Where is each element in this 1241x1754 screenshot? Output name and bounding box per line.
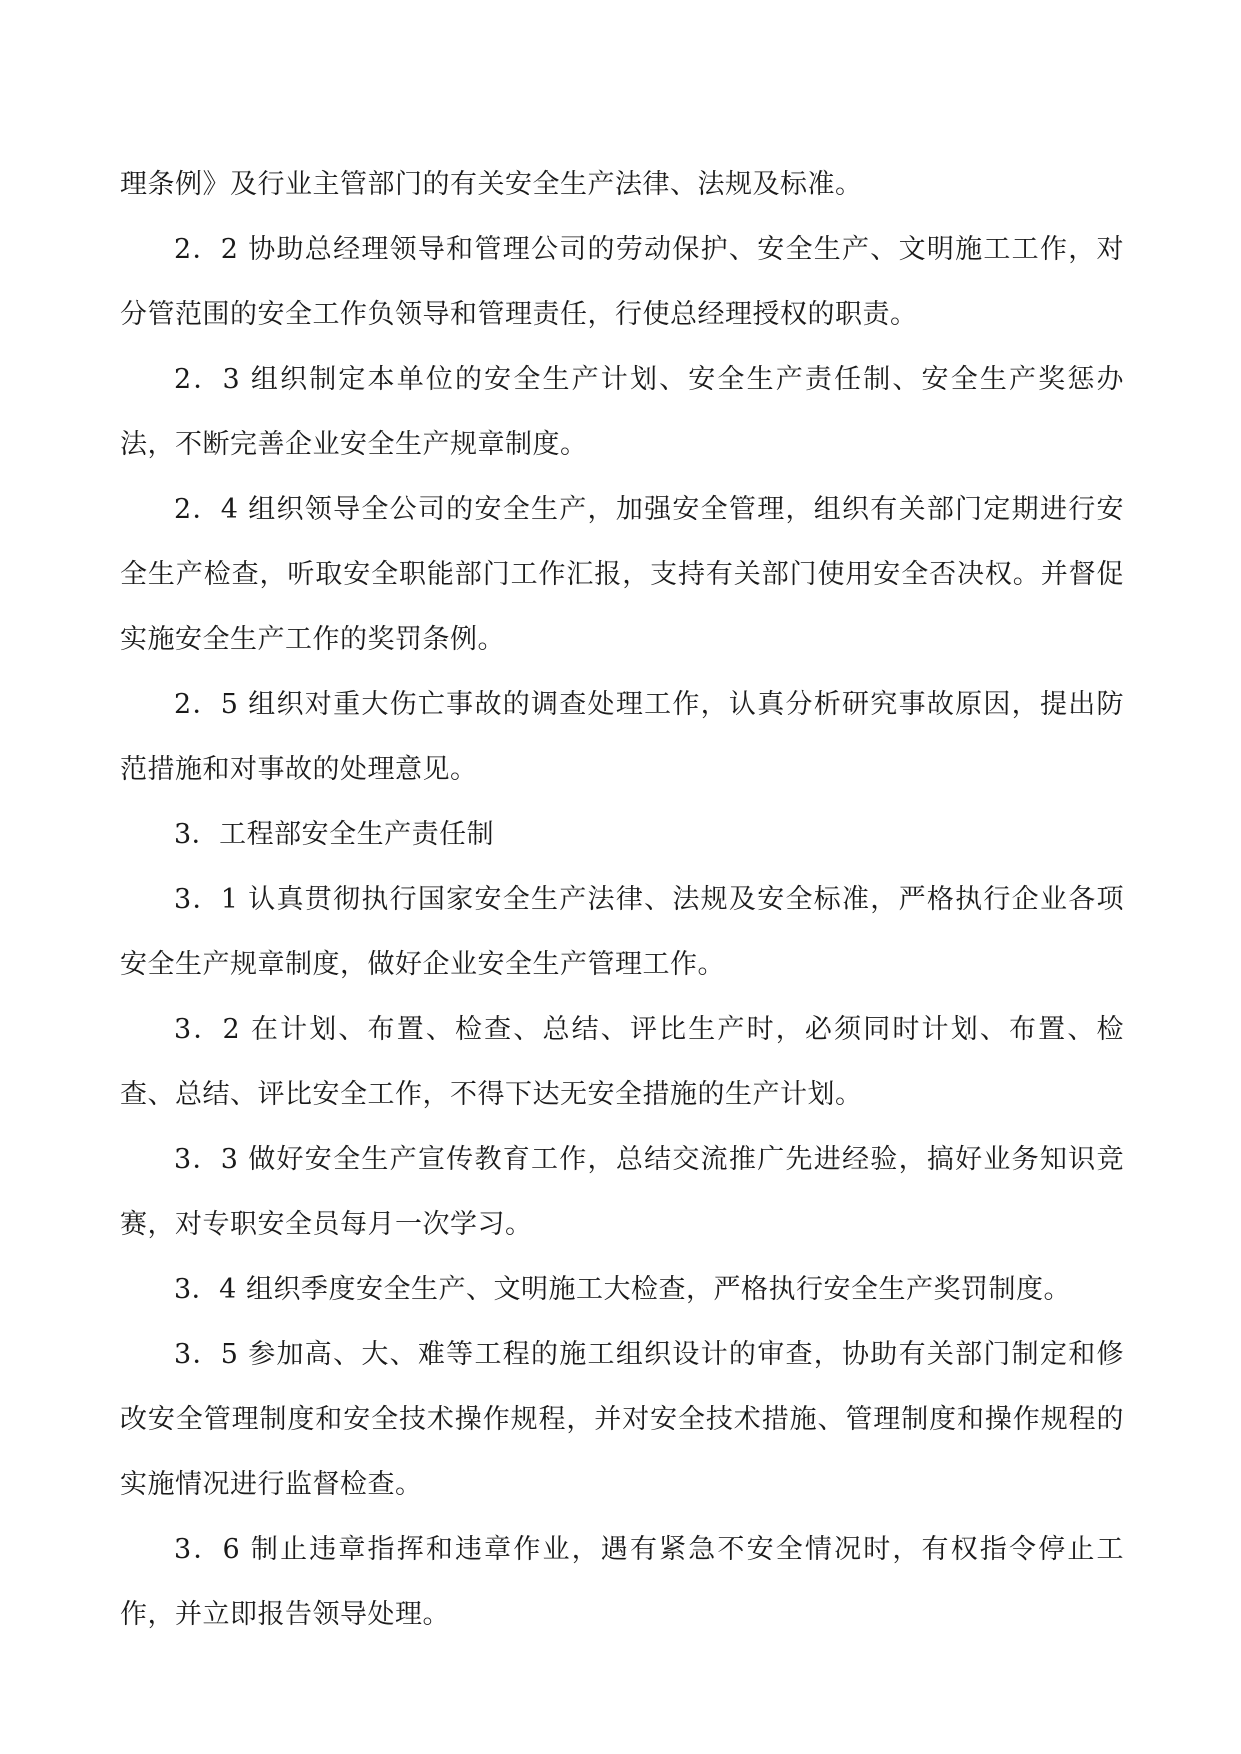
paragraph-2-4: 2．4 组织领导全公司的安全生产，加强安全管理，组织有关部门定期进行安全生产检查，听取安全职能部门工作汇报，支持有关部门使用安全否决权。并督促实施安全生产工作的奖罚条例。 bbox=[120, 494, 1124, 655]
paragraph-2-5: 2．5 组织对重大伤亡事故的调查处理工作，认真分析研究事故原因，提出防范措施和对事故的处理意见。 bbox=[120, 689, 1124, 785]
document-body bbox=[120, 152, 1124, 1647]
section-heading-3: 3．工程部安全生产责任制 bbox=[174, 819, 495, 850]
paragraph-3-6: 3．6 制止违章指挥和违章作业，遇有紧急不安全情况时，有权指令停止工作，并立即报告领导处理。 bbox=[120, 1534, 1124, 1630]
paragraph-3-5: 3．5 参加高、大、难等工程的施工组织设计的审查，协助有关部门制定和修改安全管理制度和安全技术操作规程，并对安全技术措施、管理制度和操作规程的实施情况进行监督检查。 bbox=[120, 1339, 1124, 1500]
paragraph-continuation: 理条例》及行业主管部门的有关安全生产法律、法规及标准。 bbox=[120, 169, 863, 200]
paragraph-3-2: 3．2 在计划、布置、检查、总结、评比生产时，必须同时计划、布置、检查、总结、评比安全工作，不得下达无安全措施的生产计划。 bbox=[120, 1014, 1124, 1110]
paragraph-2-2: 2．2 协助总经理领导和管理公司的劳动保护、安全生产、文明施工工作，对分管范围的安全工作负领导和管理责任，行使总经理授权的职责。 bbox=[120, 234, 1124, 330]
paragraph-3-4: 3．4 组织季度安全生产、文明施工大检查，严格执行安全生产奖罚制度。 bbox=[174, 1274, 1071, 1305]
paragraph-2-3: 2．3 组织制定本单位的安全生产计划、安全生产责任制、安全生产奖惩办法，不断完善企业安全生产规章制度。 bbox=[120, 364, 1124, 460]
paragraph-3-1: 3．1 认真贯彻执行国家安全生产法律、法规及安全标准，严格执行企业各项安全生产规章制度，做好企业安全生产管理工作。 bbox=[120, 884, 1124, 980]
paragraph-3-3: 3．3 做好安全生产宣传教育工作，总结交流推广先进经验，搞好业务知识竞赛，对专职安全员每月一次学习。 bbox=[120, 1144, 1124, 1240]
